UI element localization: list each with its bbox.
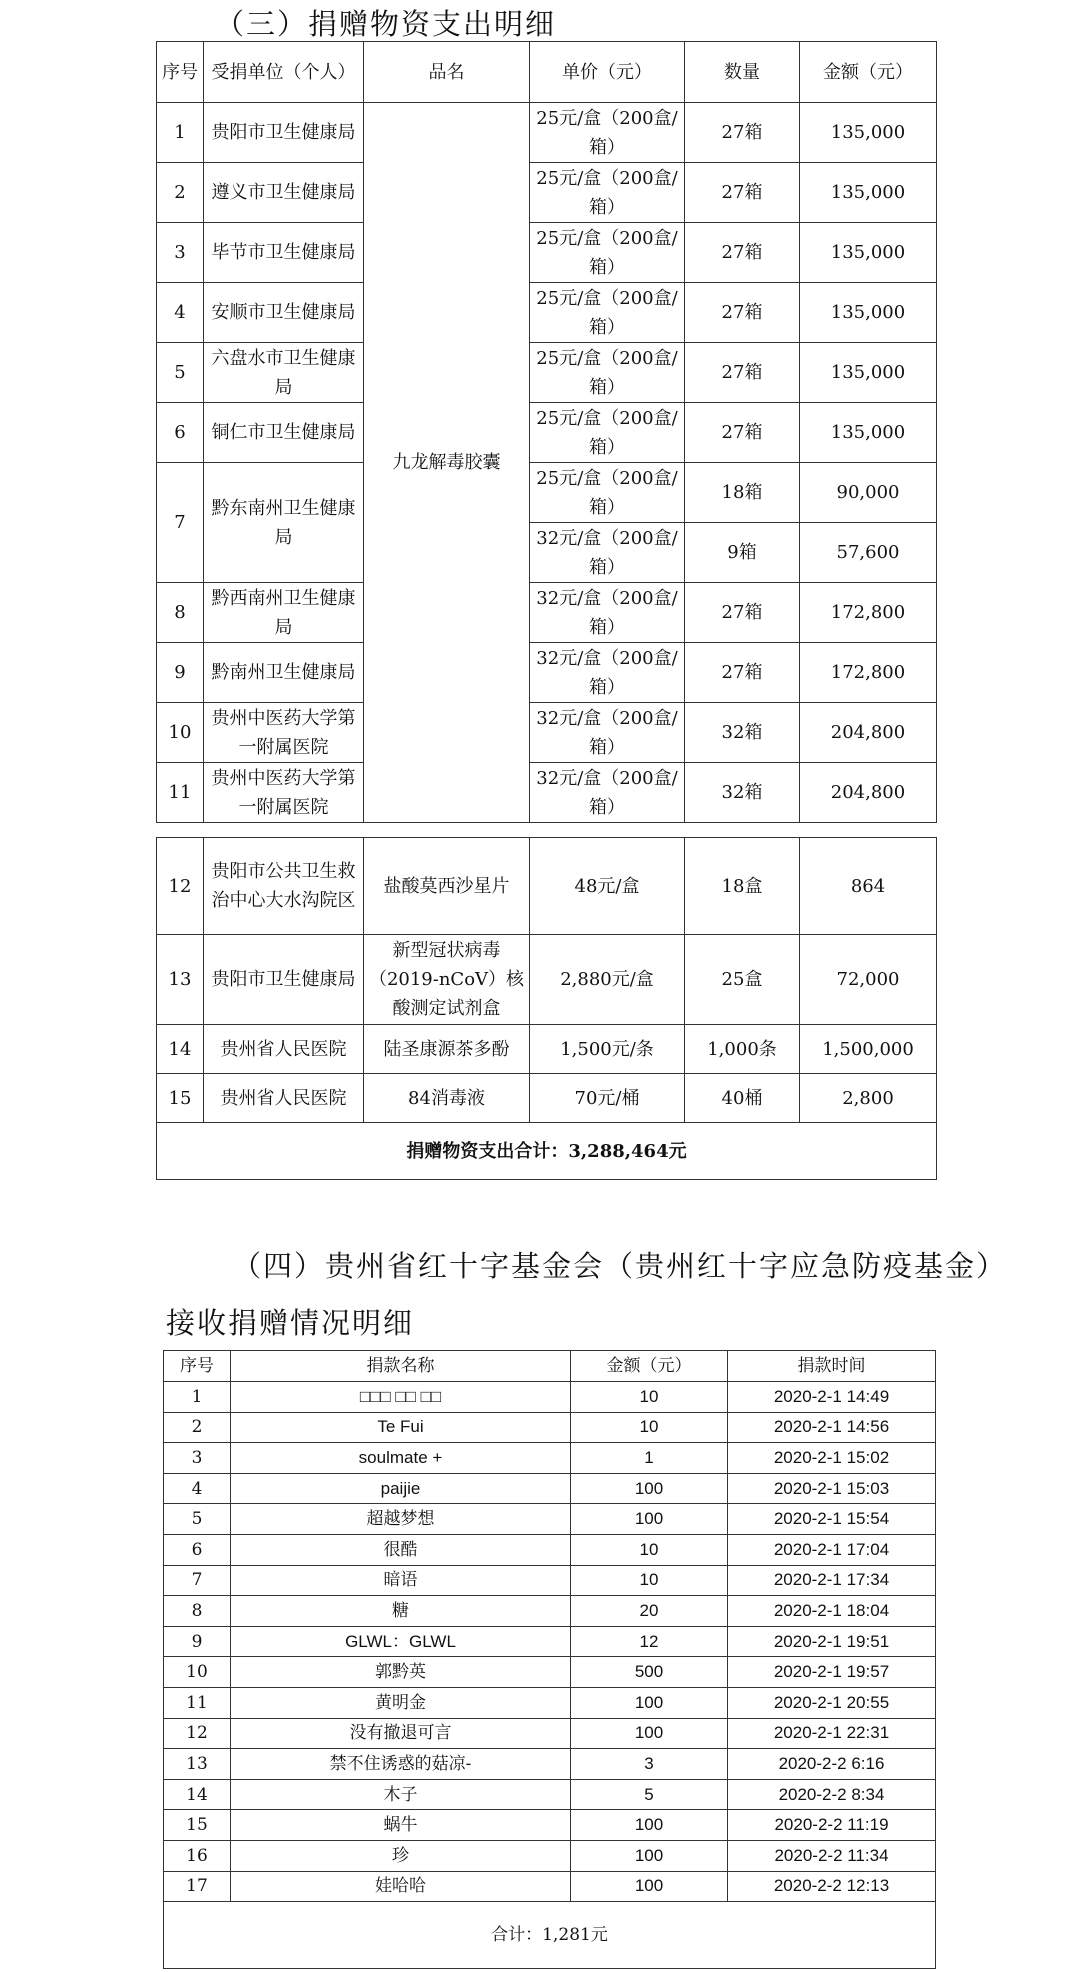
table-row [157, 403, 937, 463]
cell-donor-name: □□□ □□ □□ [231, 1382, 571, 1413]
cell-amount: 135,000 [800, 223, 937, 283]
cell-amount: 5 [571, 1779, 728, 1810]
cell-no: 9 [164, 1626, 231, 1657]
cell-unit: 六盘水市卫生健康局 [204, 343, 364, 403]
cell-no: 12 [157, 838, 204, 935]
cell-qty: 32箱 [685, 763, 800, 823]
cell-price: 32元/盒（200盒/箱） [530, 643, 685, 703]
cell-time: 2020-2-1 15:02 [728, 1443, 936, 1474]
table-row [157, 935, 937, 1025]
cell-unit: 黔西南州卫生健康局 [204, 583, 364, 643]
cell-amount: 204,800 [800, 703, 937, 763]
cell-no: 11 [164, 1687, 231, 1718]
cell-no: 4 [157, 283, 204, 343]
col-header-unit: 受捐单位（个人） [204, 42, 364, 103]
cell-amount: 135,000 [800, 343, 937, 403]
cell-item: 盐酸莫西沙星片 [364, 838, 530, 935]
cell-time: 2020-2-1 14:49 [728, 1382, 936, 1413]
cell-amount: 172,800 [800, 583, 937, 643]
cell-donor-name: Te Fui [231, 1412, 571, 1443]
cell-no: 2 [164, 1412, 231, 1443]
cell-unit: 安顺市卫生健康局 [204, 283, 364, 343]
cell-amount: 172,800 [800, 643, 937, 703]
table-row [157, 283, 937, 343]
cell-amount: 72,000 [800, 935, 937, 1025]
cell-no: 3 [157, 223, 204, 283]
cell-price: 32元/盒（200盒/箱） [530, 523, 685, 583]
cell-qty: 25盒 [685, 935, 800, 1025]
cell-qty: 40桶 [685, 1074, 800, 1123]
cell-no: 1 [157, 103, 204, 163]
cell-amount: 100 [571, 1871, 728, 1902]
table-row [157, 463, 937, 523]
cell-amount: 135,000 [800, 163, 937, 223]
cell-donor-name: soulmate + [231, 1443, 571, 1474]
cell-item: 陆圣康源茶多酚 [364, 1025, 530, 1074]
table-row [164, 1718, 936, 1749]
col-header-amount: 金额（元） [800, 42, 937, 103]
col-header-amount: 金额（元） [571, 1351, 728, 1382]
cell-unit: 贵州省人民医院 [204, 1025, 364, 1074]
table-row [164, 1504, 936, 1535]
cell-amount: 500 [571, 1657, 728, 1688]
cell-donor-name: 超越梦想 [231, 1504, 571, 1535]
cell-donor-name: GLWL：GLWL [231, 1626, 571, 1657]
table-row [157, 163, 937, 223]
table-row [157, 583, 937, 643]
cell-unit: 贵州中医药大学第一附属医院 [204, 763, 364, 823]
cell-item: 84消毒液 [364, 1074, 530, 1123]
cell-price: 25元/盒（200盒/箱） [530, 223, 685, 283]
cell-amount: 204,800 [800, 763, 937, 823]
cell-no: 5 [157, 343, 204, 403]
cell-price: 2,880元/盒 [530, 935, 685, 1025]
cell-time: 2020-2-2 11:19 [728, 1810, 936, 1841]
goods-expense-total: 捐赠物资支出合计：3,288,464元 [157, 1123, 937, 1180]
cell-unit: 贵阳市卫生健康局 [204, 103, 364, 163]
table-row [164, 1626, 936, 1657]
goods-expense-table-cont [156, 837, 937, 1180]
cell-qty: 18盒 [685, 838, 800, 935]
table-row [157, 703, 937, 763]
table-row [164, 1565, 936, 1596]
cell-no: 14 [157, 1025, 204, 1074]
table-row [164, 1473, 936, 1504]
cell-price: 32元/盒（200盒/箱） [530, 703, 685, 763]
goods-expense-table [156, 41, 937, 823]
table-row [164, 1687, 936, 1718]
cell-donor-name: 黄明金 [231, 1687, 571, 1718]
cell-price: 25元/盒（200盒/箱） [530, 163, 685, 223]
cell-no: 5 [164, 1504, 231, 1535]
cell-qty: 27箱 [685, 283, 800, 343]
cell-no: 9 [157, 643, 204, 703]
cell-donor-name: paijie [231, 1473, 571, 1504]
cell-price: 32元/盒（200盒/箱） [530, 763, 685, 823]
cell-time: 2020-2-1 15:54 [728, 1504, 936, 1535]
cell-unit: 贵州省人民医院 [204, 1074, 364, 1123]
cell-amount: 20 [571, 1596, 728, 1627]
cell-no: 10 [157, 703, 204, 763]
cell-no: 6 [157, 403, 204, 463]
cell-amount: 135,000 [800, 103, 937, 163]
cell-price: 1,500元/条 [530, 1025, 685, 1074]
col-header-no: 序号 [164, 1351, 231, 1382]
col-header-qty: 数量 [685, 42, 800, 103]
cell-no: 15 [157, 1074, 204, 1123]
col-header-item: 品名 [364, 42, 530, 103]
cell-time: 2020-2-1 19:51 [728, 1626, 936, 1657]
table-row [157, 1074, 937, 1123]
cell-unit: 黔东南州卫生健康局 [204, 463, 364, 583]
cell-amount: 57,600 [800, 523, 937, 583]
cell-amount: 10 [571, 1382, 728, 1413]
cell-donor-name: 糖 [231, 1596, 571, 1627]
table-row [157, 1025, 937, 1074]
cell-donor-name: 没有撤退可言 [231, 1718, 571, 1749]
total-row [164, 1902, 936, 1969]
cell-qty: 27箱 [685, 343, 800, 403]
cell-no: 8 [157, 583, 204, 643]
cell-no: 17 [164, 1871, 231, 1902]
table-header-row [157, 42, 937, 103]
cell-unit: 铜仁市卫生健康局 [204, 403, 364, 463]
cell-no: 1 [164, 1382, 231, 1413]
table-row [164, 1596, 936, 1627]
cell-price: 25元/盒（200盒/箱） [530, 463, 685, 523]
cell-amount: 135,000 [800, 403, 937, 463]
table-row [157, 838, 937, 935]
cell-price: 48元/盒 [530, 838, 685, 935]
cell-time: 2020-2-1 22:31 [728, 1718, 936, 1749]
table-header-row [164, 1351, 936, 1382]
cell-amount: 10 [571, 1534, 728, 1565]
cell-no: 7 [157, 463, 204, 583]
cell-price: 25元/盒（200盒/箱） [530, 403, 685, 463]
table-row [164, 1810, 936, 1841]
cell-qty: 27箱 [685, 163, 800, 223]
cell-no: 3 [164, 1443, 231, 1474]
donation-receipt-table [163, 1350, 936, 1969]
cell-no: 10 [164, 1657, 231, 1688]
cell-donor-name: 很酷 [231, 1534, 571, 1565]
cell-amount: 10 [571, 1565, 728, 1596]
col-header-time: 捐款时间 [728, 1351, 936, 1382]
cell-time: 2020-2-2 12:13 [728, 1871, 936, 1902]
table-row [157, 223, 937, 283]
section4-title: （四）贵州省红十字基金会（贵州红十字应急防疫基金） [232, 1249, 1008, 1283]
cell-unit: 贵阳市卫生健康局 [204, 935, 364, 1025]
cell-amount: 100 [571, 1687, 728, 1718]
cell-time: 2020-2-1 20:55 [728, 1687, 936, 1718]
table-row [164, 1871, 936, 1902]
cell-amount: 100 [571, 1504, 728, 1535]
cell-no: 14 [164, 1779, 231, 1810]
cell-amount: 864 [800, 838, 937, 935]
cell-qty: 32箱 [685, 703, 800, 763]
table-row [164, 1779, 936, 1810]
cell-amount: 100 [571, 1810, 728, 1841]
cell-time: 2020-2-2 6:16 [728, 1749, 936, 1780]
cell-no: 16 [164, 1840, 231, 1871]
cell-qty: 27箱 [685, 643, 800, 703]
table-row [157, 643, 937, 703]
cell-amount: 90,000 [800, 463, 937, 523]
section4-subtitle: 接收捐赠情况明细 [166, 1306, 415, 1340]
cell-unit: 贵州中医药大学第一附属医院 [204, 703, 364, 763]
cell-qty: 27箱 [685, 103, 800, 163]
cell-no: 7 [164, 1565, 231, 1596]
cell-no: 8 [164, 1596, 231, 1627]
col-header-price: 单价（元） [530, 42, 685, 103]
cell-no: 12 [164, 1718, 231, 1749]
table-row [157, 763, 937, 823]
cell-time: 2020-2-1 17:34 [728, 1565, 936, 1596]
cell-donor-name: 禁不住诱惑的菇凉- [231, 1749, 571, 1780]
cell-no: 6 [164, 1534, 231, 1565]
cell-amount: 3 [571, 1749, 728, 1780]
total-row [157, 1123, 937, 1180]
cell-no: 13 [164, 1749, 231, 1780]
cell-amount: 100 [571, 1840, 728, 1871]
cell-donor-name: 郭黔英 [231, 1657, 571, 1688]
cell-item-merged: 九龙解毒胶囊 [364, 103, 530, 823]
cell-no: 11 [157, 763, 204, 823]
cell-unit: 黔南州卫生健康局 [204, 643, 364, 703]
cell-donor-name: 珍 [231, 1840, 571, 1871]
cell-donor-name: 木子 [231, 1779, 571, 1810]
cell-amount: 12 [571, 1626, 728, 1657]
donation-total: 合计：1,281元 [164, 1902, 936, 1969]
cell-unit: 遵义市卫生健康局 [204, 163, 364, 223]
cell-price: 70元/桶 [530, 1074, 685, 1123]
cell-item: 新型冠状病毒（2019-nCoV）核酸测定试剂盒 [364, 935, 530, 1025]
cell-donor-name: 蜗牛 [231, 1810, 571, 1841]
table-row [164, 1443, 936, 1474]
cell-qty: 9箱 [685, 523, 800, 583]
cell-time: 2020-2-1 18:04 [728, 1596, 936, 1627]
cell-time: 2020-2-2 11:34 [728, 1840, 936, 1871]
table-row [164, 1657, 936, 1688]
cell-price: 32元/盒（200盒/箱） [530, 583, 685, 643]
cell-amount: 1,500,000 [800, 1025, 937, 1074]
table-row [164, 1382, 936, 1413]
cell-time: 2020-2-1 19:57 [728, 1657, 936, 1688]
col-header-name: 捐款名称 [231, 1351, 571, 1382]
section3-title: （三）捐赠物资支出明细 [215, 7, 557, 41]
cell-price: 25元/盒（200盒/箱） [530, 343, 685, 403]
donation-rows [164, 1382, 936, 1902]
cell-qty: 18箱 [685, 463, 800, 523]
cell-amount: 1 [571, 1443, 728, 1474]
cell-donor-name: 暗语 [231, 1565, 571, 1596]
table-row [157, 343, 937, 403]
cell-no: 2 [157, 163, 204, 223]
cell-amount: 10 [571, 1412, 728, 1443]
cell-amount: 100 [571, 1718, 728, 1749]
cell-price: 25元/盒（200盒/箱） [530, 103, 685, 163]
cell-no: 4 [164, 1473, 231, 1504]
cell-donor-name: 娃哈哈 [231, 1871, 571, 1902]
cell-qty: 27箱 [685, 223, 800, 283]
cell-time: 2020-2-2 8:34 [728, 1779, 936, 1810]
table-row [164, 1412, 936, 1443]
cell-qty: 27箱 [685, 403, 800, 463]
cell-qty: 1,000条 [685, 1025, 800, 1074]
cell-amount: 100 [571, 1473, 728, 1504]
cell-no: 15 [164, 1810, 231, 1841]
cell-amount: 135,000 [800, 283, 937, 343]
table-row [164, 1749, 936, 1780]
table-row [157, 103, 937, 163]
cell-amount: 2,800 [800, 1074, 937, 1123]
table-row [164, 1840, 936, 1871]
cell-unit: 毕节市卫生健康局 [204, 223, 364, 283]
cell-no: 13 [157, 935, 204, 1025]
cell-time: 2020-2-1 15:03 [728, 1473, 936, 1504]
cell-price: 25元/盒（200盒/箱） [530, 283, 685, 343]
table-row [164, 1534, 936, 1565]
col-header-no: 序号 [157, 42, 204, 103]
cell-time: 2020-2-1 14:56 [728, 1412, 936, 1443]
cell-qty: 27箱 [685, 583, 800, 643]
cell-time: 2020-2-1 17:04 [728, 1534, 936, 1565]
cell-unit: 贵阳市公共卫生救治中心大水沟院区 [204, 838, 364, 935]
